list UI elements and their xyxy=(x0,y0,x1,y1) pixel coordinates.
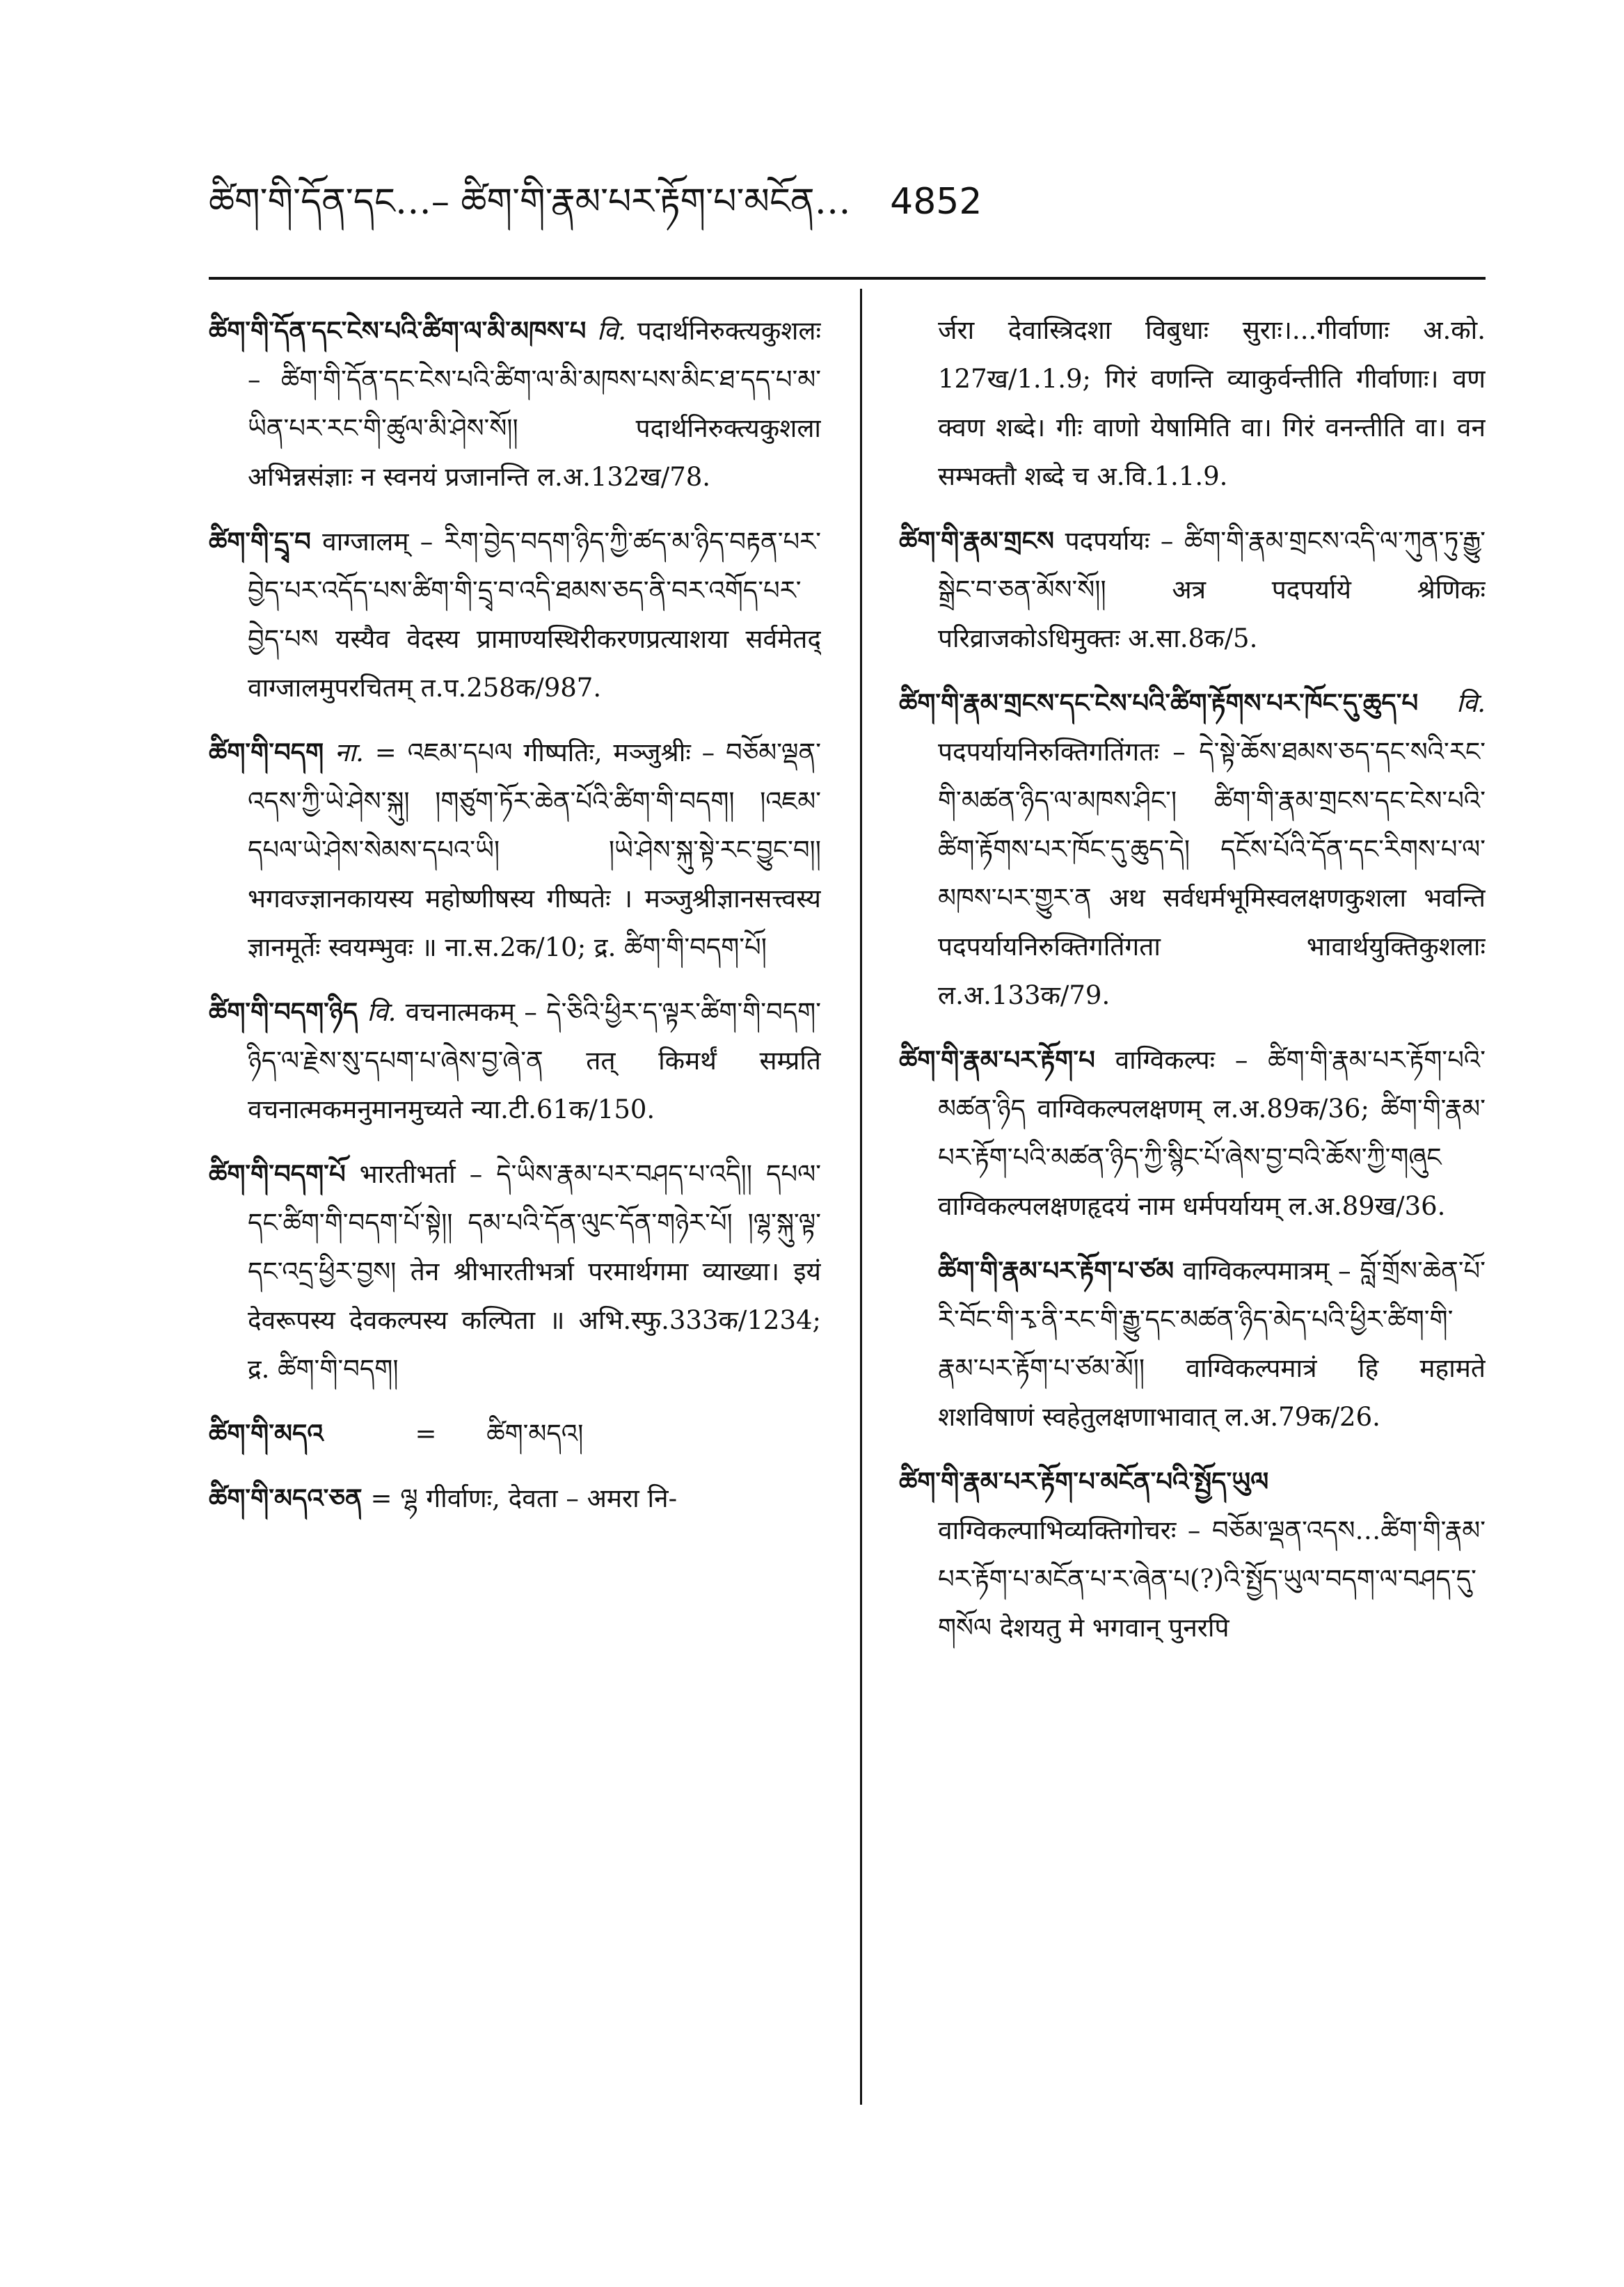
dictionary-entry xyxy=(209,987,821,1134)
entry-headword: ཚིག་གི་རྣམ་གྲངས xyxy=(899,525,1054,556)
entry-body: = ལྷ गीर्वाणः, देवता – अमरा नि- xyxy=(370,1483,678,1513)
left-column xyxy=(209,306,821,2106)
column-divider xyxy=(860,289,862,2105)
entry-body: वचनात्मकम् – དེ་ཅིའི་ཕྱིར་ད་ལྟར་ཚིག་གི་བདག་ཉིད་ལ་རྗེས་སུ་དཔག་པ་ཞེས་བྱ་ཞེ་ན तत् किमर्थं सम्प्रति वचनात्मकमनुमानमुच्यते न्या.टी.61क/150. xyxy=(248,997,821,1124)
entry-body: = འཇམ་དཔལ गीष्पतिः, मञ्जुश्रीः – བཅོམ་ལྡན་འདས་ཀྱི་ཡེ་ཤེས་སྐུ། །གཙུག་ཏོར་ཆེན་པོའི་ཚིག་གི་བདག། །འཇམ་དཔལ་ཡེ་ཤེས་སེམས་དཔའ་ཡི། །ཡེ་ཤེས་སྐུ་སྟེ་རང་བྱུང་བ།། भगवज्ज्ञानकायस्य महोष्णीषस्य गीष्पतेः । मञ्जुश्रीज्ञानसत्त्वस्य ज्ञानमूर्तेः स्वयम्भुवः ॥ ना.स.2क/10; द्र. ཚིག་གི་བདག་པོ། xyxy=(248,738,821,962)
dictionary-entry xyxy=(209,728,821,972)
entry-pos: ना. xyxy=(335,738,364,767)
entry-pos: वि. xyxy=(367,997,397,1027)
running-header xyxy=(209,174,1426,230)
entry-pos: वि. xyxy=(597,316,626,346)
entry-body: वाग्विकल्पाभिव्यक्तिगोचरः – བཅོམ་ལྡན་འདས…ཚིག་གི་རྣམ་པར་རྟོག་པ་མངོན་པ་ར་ཞེན་པ(?)འི་སྤྱོད་ཡུལ་བདག་ལ་བཤད་དུ་གསོལ देशयतु मे भगवान् पुनरपि xyxy=(938,1515,1486,1643)
dictionary-entry xyxy=(899,1457,1486,1652)
entry-headword: ཚིག་གི་རྣམ་པར་རྟོག་པ་ཙམ xyxy=(938,1255,1175,1286)
running-header-title: ཚིག་གི་དོན་དང…– ཚིག་གི་རྣམ་པར་རྟོག་པ་མངོན… xyxy=(209,181,851,223)
dictionary-entry xyxy=(209,517,821,712)
dictionary-entry xyxy=(899,516,1486,663)
entry-headword: ཚིག་གི་བདག་པོ xyxy=(209,1158,346,1189)
right-column xyxy=(899,306,1486,2106)
page-number: 4852 xyxy=(890,181,982,223)
entry-body: वाग्जालम् – རིག་བྱེད་བདག་ཉིད་ཀྱི་ཚད་མ་ཉིད་བརྟན་པར་བྱེད་པར་འདོད་པས་ཚིག་གི་དྲྭ་བ་འདི་ཐམས་ཅད་ནི་བར་འགོད་པར་བྱེད་པས यस्यैव वेदस्य प्रामाण्यस्थिरीकरणप्रत्याशया सर्वमेतद् वाग्जालमुपरचितम् त.प.258क/987. xyxy=(248,527,821,703)
dictionary-subentry xyxy=(899,1246,1486,1442)
entry-body: पदार्थनिरुक्त्यकुशलः – ཚིག་གི་དོན་དང་ངེས་པའི་ཚིག་ལ་མི་མཁས་པས་མིང་ཐ་དད་པ་མ་ཡིན་པར་རང་གི་ཚུལ་མི་ཤེས་སོ།། पदार्थनिरुक्त्यकुशला अभिन्नसंज्ञाः न स्वनयं प्रजानन्ति ल.अ.132ख/78. xyxy=(248,316,821,492)
cross-reference-entry xyxy=(209,1409,821,1458)
entry-headword: ཚིག་གི་དྲྭ་བ xyxy=(209,526,311,557)
entry-headword: ཚིག་གི་བདག xyxy=(209,737,324,767)
entry-body: वाग्विकल्पमात्रम् – བློ་གྲོས་ཆེན་པོ་རི་བོང་གི་རྭ་ནི་རང་གི་རྒྱུ་དང་མཚན་ཉིད་མེད་པའི་ཕྱིར་ཚིག་གི་རྣམ་པར་རྟོག་པ་ཙམ་མོ།། वाग्विकल्पमात्रं हि महामते शशविषाणं स्वहेतुलक्षणाभावात् ल.अ.79क/26. xyxy=(938,1256,1486,1432)
entry-pos: वि. xyxy=(1456,688,1486,718)
entry-headword: ཚིག་གི་རྣམ་པར་རྟོག་པ xyxy=(899,1044,1095,1075)
entry-headword: ཚིག་གི་རྣམ་གྲངས་དང་ངེས་པའི་ཚིག་རྟོགས་པར་ཁོང་དུ་ཆུད་པ xyxy=(899,687,1419,718)
equals-sign: = xyxy=(415,1419,437,1449)
entry-headword: ཚིག་གི་བདག་ཉིད xyxy=(209,996,358,1027)
entry-body: वाग्विकल्पः – ཚིག་གི་རྣམ་པར་རྟོག་པའི་མཚན་ཉིད वाग्विकल्पलक्षणम् ल.अ.89क/36; ཚིག་གི་རྣམ་པར་རྟོག་པའི་མཚན་ཉིད་ཀྱི་སྙིང་པོ་ཞེས་བྱ་བའི་ཆོས་ཀྱི་གཞུང वाग्विकल्पलक्षणहृदयं नाम धर्मपर्यायम् ल.अ.89ख/36. xyxy=(938,1045,1486,1221)
dictionary-entry-continued xyxy=(899,306,1486,501)
entry-headword: ཚིག་གི་མདའ xyxy=(209,1418,324,1449)
dictionary-entry xyxy=(209,1149,821,1394)
dictionary-entry xyxy=(209,1474,821,1523)
header-rule xyxy=(209,277,1486,280)
entry-body: पदपर्यायः – ཚིག་གི་རྣམ་གྲངས་འདི་ལ་ཀུན་ཏུ་རྒྱུ་སྒྲེང་བ་ཅན་མོས་སོ།། अत्र पदपर्याये श्रेणिकः परिव्राजकोऽधिमुक्तः अ.सा.8क/5. xyxy=(938,526,1486,653)
entry-body: भारतीभर्ता – དེ་ཡིས་རྣམ་པར་བཤད་པ་འདི།། དཔལ་དང་ཚིག་གི་བདག་པོ་སྟེ།། དམ་པའི་དོན་ལུང་དོན་གཉེར་པོ། །ལྷ་སྐུ་ལྟ་དང་འདྲ་ཕྱིར་བྱས། तेन श्रीभारतीभर्त्रा परमार्थगमा व्याख्या। इयं देवरूपस्य देवकल्पस्य कल्पिता ॥ अभि.स्फु.333क/1234; द्र. ཚིག་གི་བདག། xyxy=(248,1159,821,1384)
entry-headword: ཚིག་གི་མདའ་ཅན xyxy=(209,1483,363,1513)
entry-headword: ཚིག་གི་རྣམ་པར་རྟོག་པ་མངོན་པའི་སྤྱོད་ཡུལ xyxy=(899,1466,1269,1497)
dictionary-entry xyxy=(899,678,1486,1020)
entry-body: र्जरा देवास्त्रिदशा विबुधाः सुराः।...गीर्वाणाः अ.को. 127ख/1.1.9; गिरं वणन्ति व्याकुर्वन्तीति गीर्वाणाः। वण क्वण शब्दे। गीः वाणो येषामिति वा। गिरं वनन्तीति वा। वन सम्भक्तौ शब्दे च अ.वि.1.1.9. xyxy=(938,315,1486,491)
dictionary-entry xyxy=(899,1035,1486,1231)
cross-reference-target: ཚིག་མདའ། xyxy=(486,1419,584,1449)
dictionary-entry xyxy=(209,306,821,502)
entry-body: पदपर्यायनिरुक्तिगतिंगतः – དེ་སྟེ་ཆོས་ཐམས་ཅད་དང་སའི་རང་གི་མཚན་ཉིད་ལ་མཁས་ཤིང་། ཚིག་གི་རྣམ་གྲངས་དང་ངེས་པའི་ཚིག་རྟོགས་པར་ཁོང་དུ་ཆུད་དེ། དངོས་པོའི་དོན་དང་རིགས་པ་ལ་མཁས་པར་གྱུར་ན अथ सर्वधर्मभूमिस्वलक्षणकुशला भवन्ति पदपर्यायनिरुक्तिगतिंगता भावार्थयुक्तिकुशलाः ल.अ.133क/79. xyxy=(938,737,1486,1010)
entry-headword: ཚིག་གི་དོན་དང་ངེས་པའི་ཚིག་ལ་མི་མཁས་པ xyxy=(209,315,587,346)
